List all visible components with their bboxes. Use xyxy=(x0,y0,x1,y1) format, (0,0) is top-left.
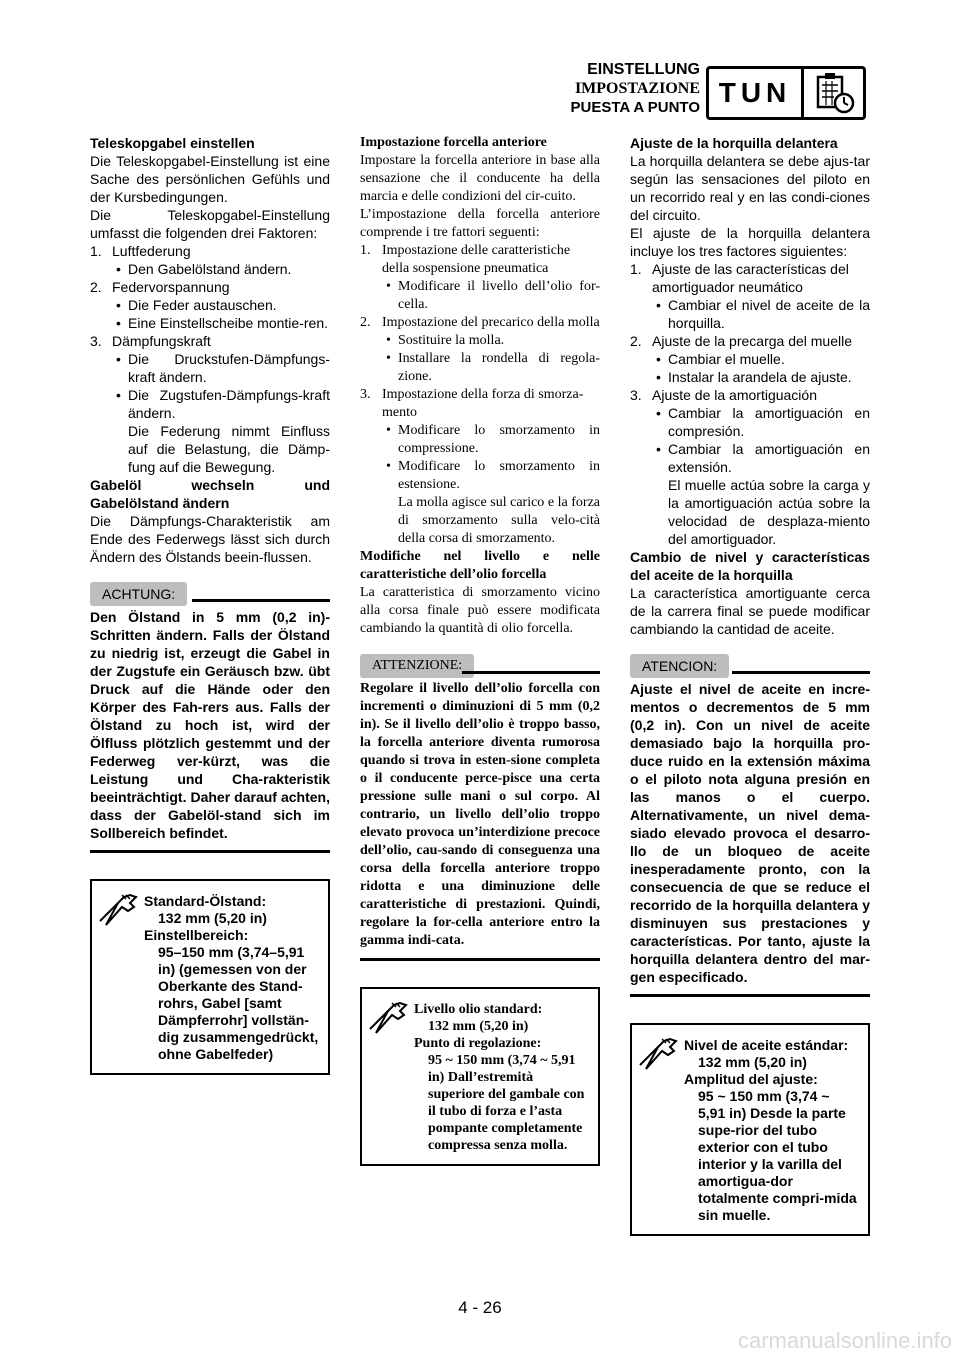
list-item: 3. Ajuste de la amortiguación xyxy=(630,387,817,403)
divider xyxy=(90,850,330,853)
bullet-item: • Modificare lo smorzamento in estensione. xyxy=(360,458,600,494)
paragraph: Die Dämpfungs-Charakteristik am Ende des Federwegs lässt sich durch Ändern des Ölstands beein-flussen. xyxy=(90,513,330,565)
caution-header xyxy=(90,582,330,608)
spec-box xyxy=(630,1023,870,1236)
list-item: 2. Federvorspannung xyxy=(90,279,230,295)
spec-label: Nivel de aceite estándar: xyxy=(684,1037,849,1053)
header-title-it: IMPOSTAZIONE xyxy=(574,80,700,97)
note-text: La molla agisce sul carico e la forza di smorzamento sulla velo-cità della corsa di smorzamento. xyxy=(398,495,600,546)
list-item: 2. Ajuste de la precarga del muelle xyxy=(630,333,853,349)
spec-label: Einstellbereich: xyxy=(144,927,249,943)
bullet-item: • Modificare il livello dell’olio for-cella. xyxy=(360,278,600,314)
subsection-title: Cambio de nivel y características del aceite de la horquilla xyxy=(630,549,870,583)
spec-label: Amplitud del ajuste: xyxy=(684,1071,818,1087)
bullet-item: • Den Gabelölstand ändern. xyxy=(90,260,330,278)
list-item: 3. Impostazione della forza di smorza-mento xyxy=(360,387,584,420)
bullet-item: • Sostituire la molla. xyxy=(360,332,600,350)
watermark: carmanualsonline.info xyxy=(737,1328,952,1353)
bullet-item: • Cambiar el muelle. xyxy=(630,350,870,368)
list-item: 3. Dämpfungskraft xyxy=(90,333,211,349)
paragraph: La característica amortiguante cerca de la carrera final se puede modificar cambiando la cantidad de aceite. xyxy=(630,585,870,637)
section-title: Teleskopgabel einstellen xyxy=(90,135,255,151)
bullet-item: • Installare la rondella di regola-zione. xyxy=(360,350,600,386)
list-item-text: Ajuste de las características del amortiguador neumático xyxy=(652,261,849,295)
caution-header xyxy=(630,654,870,680)
list-item: 1. Luftfederung xyxy=(90,243,191,259)
paragraph: L’impostazione della forcella anteriore comprende i tre fattori seguenti: xyxy=(360,207,600,240)
bullet-item: • Cambiar el nivel de aceite de la horquilla. xyxy=(630,296,870,332)
wrench-icon xyxy=(636,1035,680,1079)
list-item-text: Dämpfungskraft xyxy=(112,333,211,349)
note-text: Die Federung nimmt Einfluss auf die Belastung, die Dämp-fung auf die Bewegung. xyxy=(128,423,330,475)
bullet-item: • Die Druckstufen-Dämpfungs-kraft ändern. xyxy=(90,350,330,386)
list-item-text: Ajuste de la precarga del muelle xyxy=(652,333,853,349)
list-item-text: Ajuste de la amortiguación xyxy=(652,387,817,403)
wrench-icon xyxy=(96,891,140,935)
spec-value: 132 mm (5,20 in) xyxy=(698,1054,807,1070)
paragraph: Die Teleskopgabel-Einstellung umfasst die folgenden drei Faktoren: xyxy=(90,207,330,241)
spec-value: 95 ~ 150 mm (3,74 ~ 5,91 in) Desde la parte supe-rior del tubo exterior con el tubo interior y la varilla del amortigua-dor totalmente compri-mida sin muelle. xyxy=(698,1088,857,1223)
section-title: Impostazione forcella anteriore xyxy=(360,135,547,150)
caution-text: Den Ölstand in 5 mm (0,2 in)-Schritten ändern. Falls der Ölstand zu niedrig ist, erzeugt die Gabel in der Zugstufe ein Geräusch bzw. übt Druck auf die Hände oder den Körper des Fah-rers aus. Falls der Ölstand zu hoch ist, wird der Ölfluss plötzlich gestemmt und der Federweg ver-kürzt, was die Leistung und Cha-rakteristik beeinträchtigt. Daher darauf achten, dass der Gabelöl-stand sich im Sollbereich befindet. xyxy=(90,609,330,841)
list-item-text: Luftfederung xyxy=(112,243,191,259)
header-title-de: EINSTELLUNG xyxy=(587,61,700,78)
bullet-item: • Cambiar la amortiguación en compresión. xyxy=(630,404,870,440)
bullet-item: • Cambiar la amortiguación en extensión. xyxy=(630,440,870,476)
column-italian xyxy=(360,134,600,1166)
caution-text: Ajuste el nivel de aceite en incre-mentos o decrementos de 5 mm (0,2 in). Con un nivel de aceite demasiado bajo la horquilla pro-duce ruido en la extensión máxima o el piloto nota alguna presión en las manos o el cuerpo. Alternativamente, un nivel dema-siado elevado provoca el desarro-llo de un bloqueo de aceite inesperadamente pronto, con la consecuencia de que se reduce el recorrido de la horquilla delantera y disminuyen sus prestaciones y características. Por tanto, ajuste la horquilla delantera dentro del mar-gen especificado. xyxy=(630,681,870,985)
page-number: 4 - 26 xyxy=(458,1298,502,1317)
wrench-icon xyxy=(366,999,410,1044)
list-item-text: Impostazione della forza di smorza-mento xyxy=(382,387,584,420)
spec-value: 95 ~ 150 mm (3,74 ~ 5,91 in) Dall’estremità superiore del gambale con il tubo di forza e l’asta pompante completamente compressa senza molla. xyxy=(428,1053,585,1153)
section-code: TUN xyxy=(709,69,804,117)
column-german xyxy=(90,134,330,1075)
list-item-text: Impostazione delle caratteristiche della sospensione pneumatica xyxy=(382,243,571,276)
list-item: 1. Ajuste de las características del amortiguador neumático xyxy=(630,261,849,295)
bullet-item: • Die Zugstufen-Dämpfungs-kraft ändern. xyxy=(90,386,330,422)
caution-label: ATENCION: xyxy=(630,654,729,678)
section-title: Ajuste de la horquilla delantera xyxy=(630,135,838,151)
spec-box xyxy=(360,987,600,1166)
section-header xyxy=(540,60,700,117)
paragraph: Die Teleskopgabel-Einstellung ist eine Sache des persönlichen Gefühls und der Kursbedingungen. xyxy=(90,153,330,205)
divider xyxy=(630,994,870,997)
section-tab xyxy=(706,66,866,120)
spec-label: Standard-Ölstand: xyxy=(144,893,267,909)
paragraph: El ajuste de la horquilla delantera incluye los tres factores siguientes: xyxy=(630,225,870,259)
spec-label: Punto di regolazione: xyxy=(414,1036,542,1051)
paragraph: La caratteristica di smorzamento vicino alla corsa finale può essere modificata cambiando la quantità di olio forcella. xyxy=(360,585,600,636)
caution-header xyxy=(360,654,600,680)
spec-value: 132 mm (5,20 in) xyxy=(158,910,267,926)
spec-value: 95–150 mm (3,74–5,91 in) (gemessen von der Oberkante des Stand-rohrs, Gabel [samt Dämpferrohr] vollstän-dig zusammengedrückt, ohne Gabelfeder) xyxy=(158,944,319,1062)
caution-label: ACHTUNG: xyxy=(90,582,187,606)
divider xyxy=(732,671,870,674)
bullet-item: • Die Feder austauschen. xyxy=(90,296,330,314)
paragraph: La horquilla delantera se debe ajus-tar según las sensaciones del piloto en un recorrido real y en las condi-ciones del circuito. xyxy=(630,153,870,223)
spec-label: Livello olio standard: xyxy=(414,1002,543,1017)
bullet-item: • Eine Einstellscheibe montie-ren. xyxy=(90,314,330,332)
header-title-es: PUESTA A PUNTO xyxy=(570,99,700,116)
divider xyxy=(360,958,600,961)
caution-text: Regolare il livello dell’olio forcella con incrementi o diminuzioni di 5 mm (0,2 in). Se il livello dell’olio è troppo basso, la forcella anteriore diventa rumorosa quando si trova in esten-sione completa o il conducente perce-pisce una certa pressione sulle mani o sul corpo. Al contrario, un livello dell’olio troppo elevato provoca un’interdizione precoce dell’olio, cau-sando di conseguenza una corsa della forcella anteriore troppo ridotta e una diminuzione delle caratteristiche di prestazioni. Quindi, regolare la for-cella anteriore entro la gamma indi-cata. xyxy=(360,681,600,948)
subsection-title: Modifiche nel livello e nelle caratteristiche dell’olio forcella xyxy=(360,549,600,582)
subsection-title: Gabelöl wechseln und Gabelölstand ändern xyxy=(90,477,330,511)
list-item-text: Federvorspannung xyxy=(112,279,230,295)
list-item: 1. Impostazione delle caratteristiche della sospensione pneumatica xyxy=(360,243,571,276)
bullet-item: • Instalar la arandela de ajuste. xyxy=(630,368,870,386)
column-spanish xyxy=(630,134,870,1236)
checklist-stopwatch-icon xyxy=(804,69,863,117)
list-item: 2. Impostazione del precarico della molla xyxy=(360,315,600,330)
spec-box xyxy=(90,879,330,1075)
divider xyxy=(462,671,600,674)
spec-value: 132 mm (5,20 in) xyxy=(428,1019,529,1034)
bullet-item: • Modificare lo smorzamento in compressione. xyxy=(360,422,600,458)
caution-label: ATTENZIONE: xyxy=(360,654,474,678)
divider xyxy=(192,599,330,602)
list-item-text: Impostazione del precarico della molla xyxy=(382,315,600,330)
paragraph: Impostare la forcella anteriore in base alla sensazione che il conducente ha della marcia e delle condizioni del cir-cuito. xyxy=(360,153,600,204)
note-text: El muelle actúa sobre la carga y la amortiguación actúa sobre la velocidad de desplaza-miento del amortiguador. xyxy=(668,477,870,547)
